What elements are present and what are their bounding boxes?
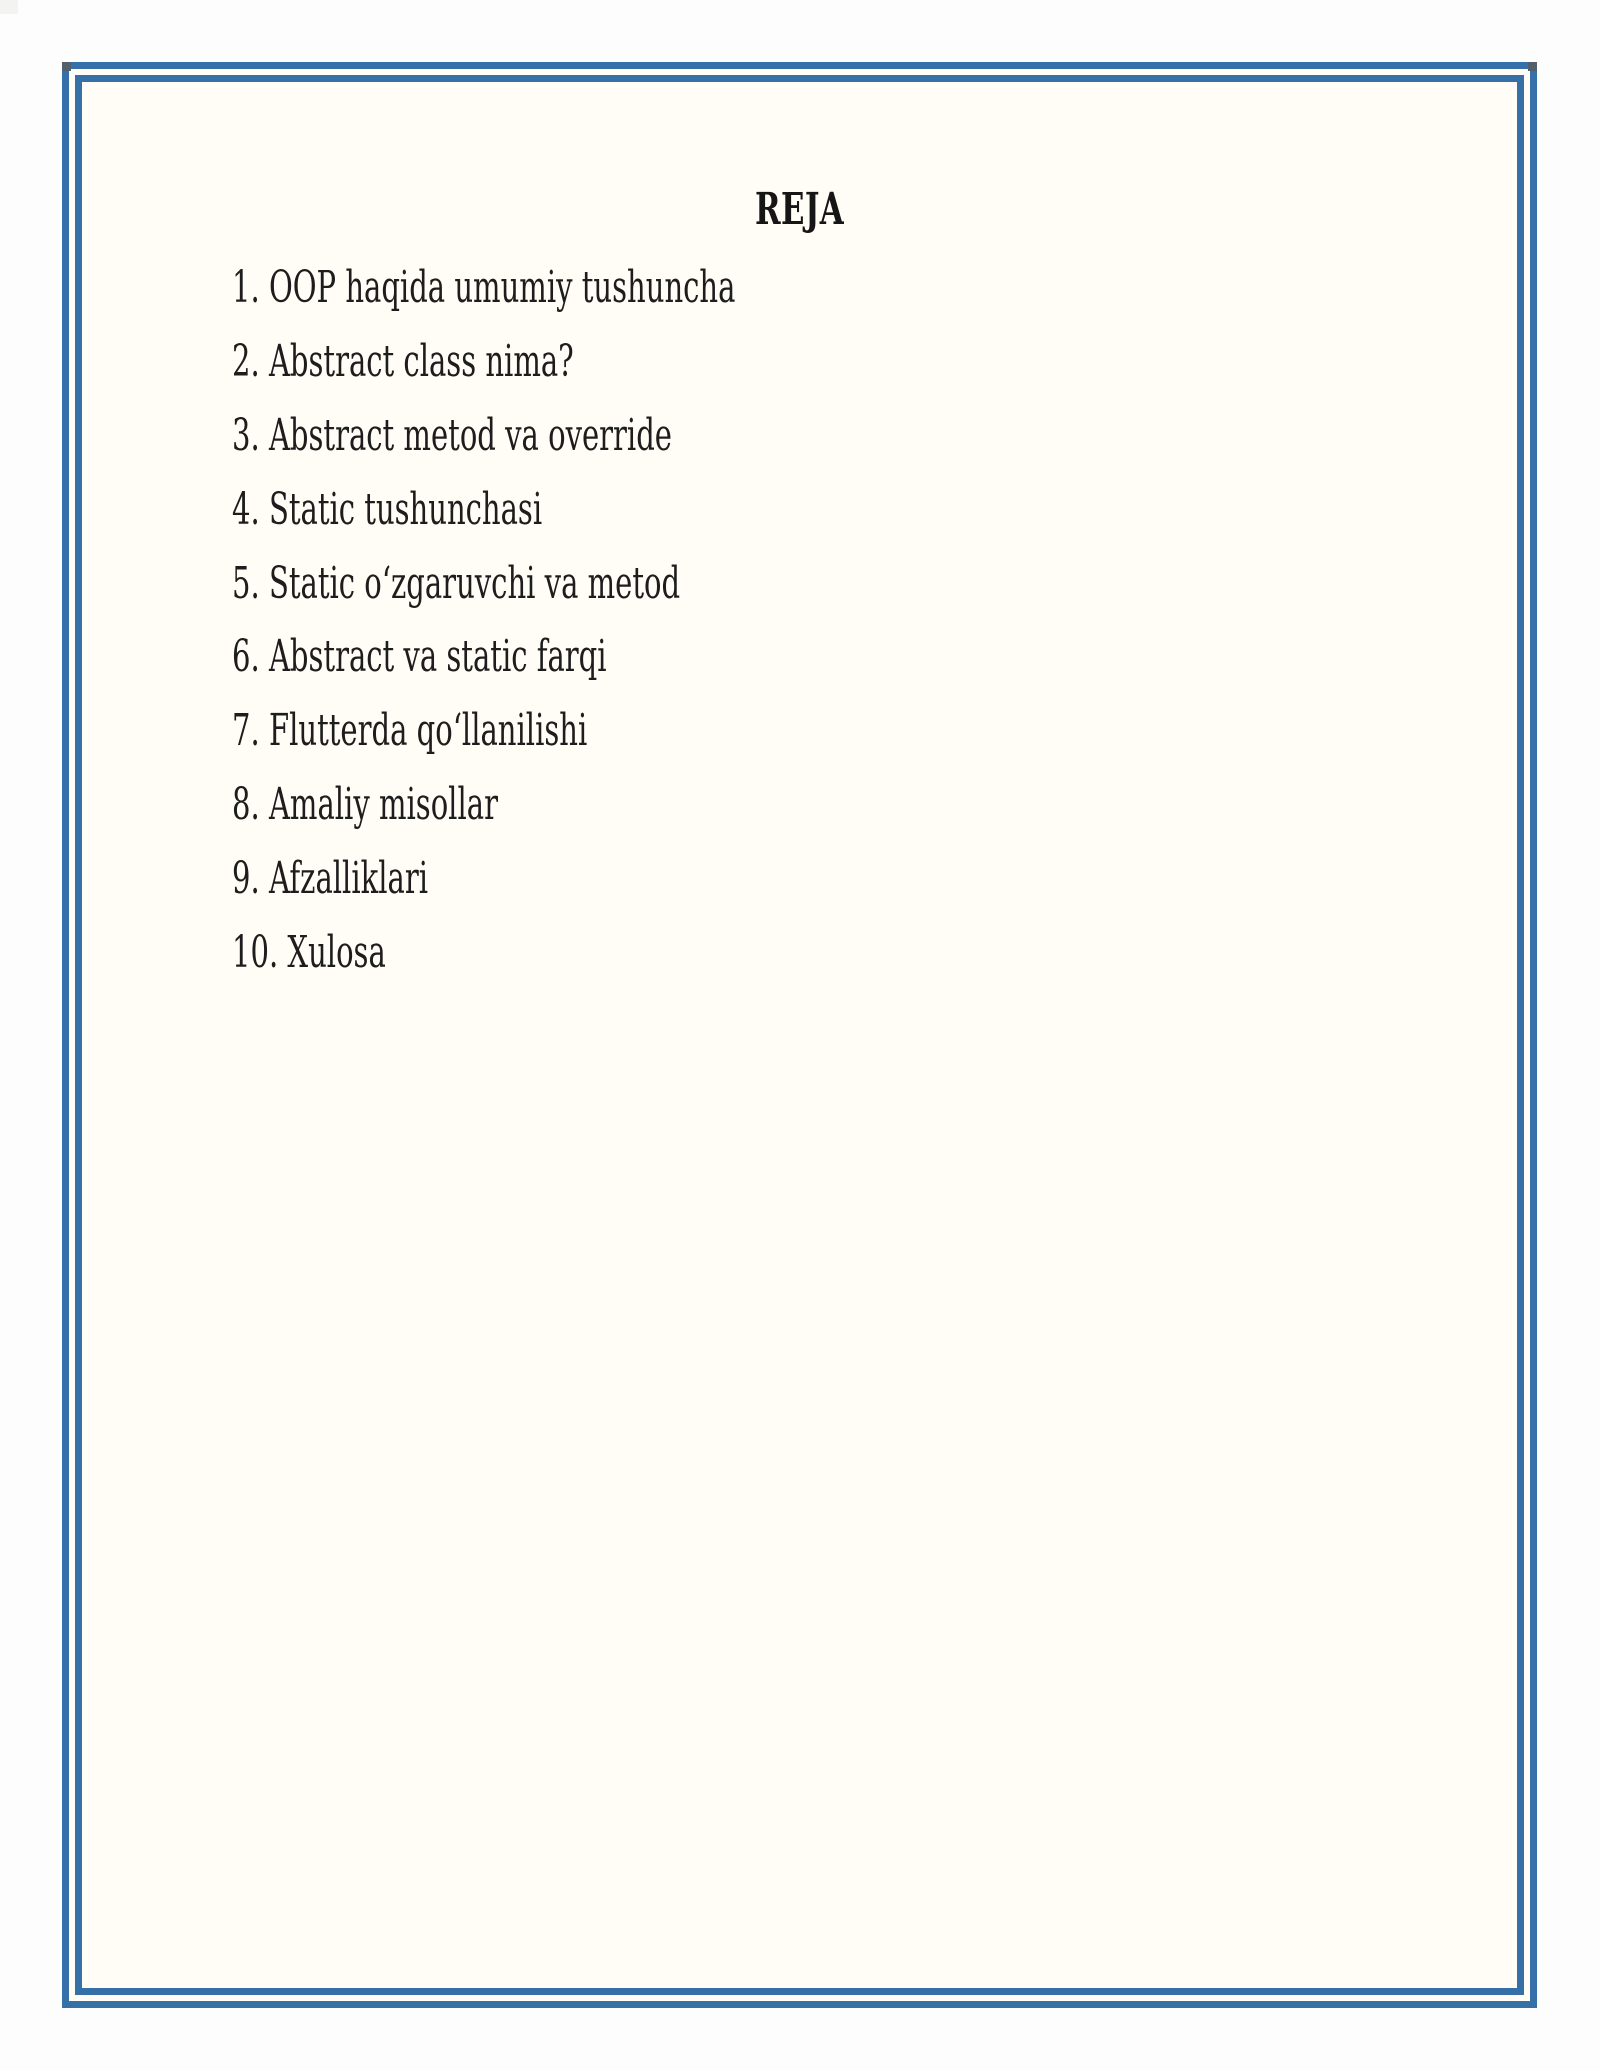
list-item	[232, 768, 995, 842]
list-item	[232, 251, 995, 325]
list-item-text: 5. Static oʻzgaruvchi va metod	[232, 557, 681, 609]
page-title	[0, 180, 1600, 240]
list-item	[232, 473, 995, 547]
list-item-text: 2. Abstract class nima?	[232, 335, 574, 387]
list-item	[232, 547, 995, 621]
scan-artifact	[0, 0, 18, 14]
page-title-text: REJA	[755, 184, 845, 235]
plan-list	[232, 251, 995, 990]
list-item	[232, 694, 995, 768]
list-item-text: 10. Xulosa	[232, 927, 386, 979]
list-item	[232, 620, 995, 694]
list-item-text: 7. Flutterda qoʻllanilishi	[232, 705, 588, 757]
list-item-text: 1. OOP haqida umumiy tushuncha	[232, 262, 736, 313]
list-item-text: 3. Abstract metod va override	[232, 409, 672, 461]
list-item	[232, 325, 995, 399]
list-item	[232, 842, 995, 916]
list-item-text: 9. Afzalliklari	[232, 853, 428, 905]
frame-corner-shade-left	[62, 62, 71, 71]
list-item	[232, 399, 995, 473]
list-item-text: 6. Abstract va static farqi	[232, 631, 607, 683]
list-item-text: 8. Amaliy misollar	[232, 779, 498, 831]
list-item	[232, 916, 995, 990]
list-item-text: 4. Static tushunchasi	[232, 483, 543, 535]
frame-corner-shade-right	[1528, 62, 1537, 71]
